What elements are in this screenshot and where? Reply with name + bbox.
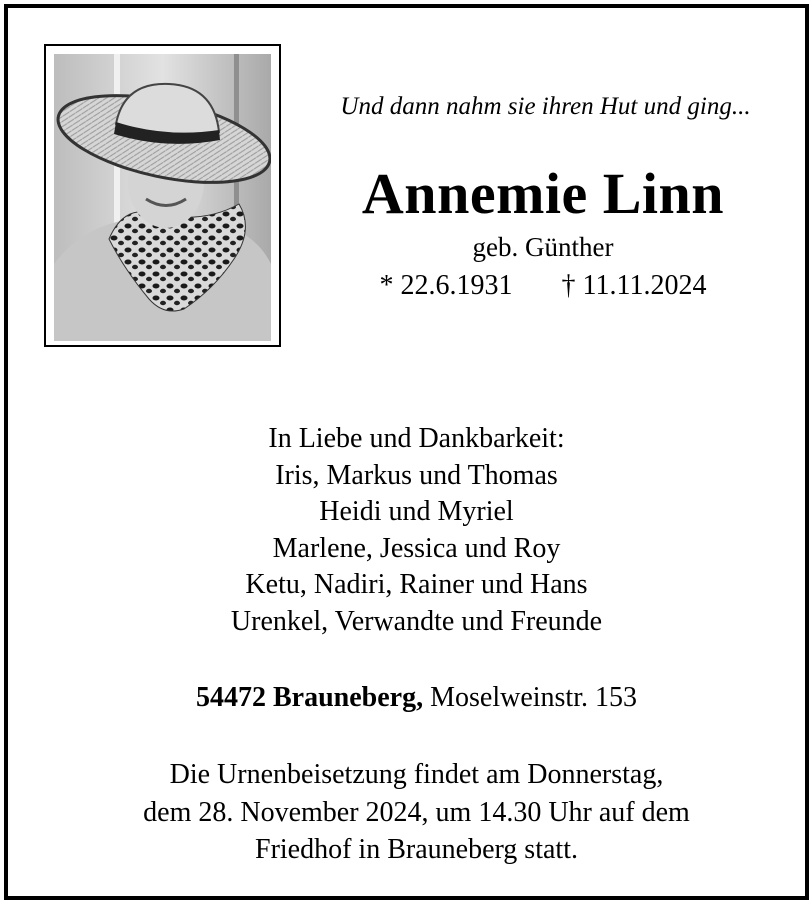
mourners-block — [68, 421, 765, 641]
address-city: 54472 Brauneberg, — [196, 682, 424, 713]
mourner-line: Heidi und Myriel — [319, 496, 514, 528]
obituary-card — [4, 4, 809, 900]
mourner-line: Urenkel, Verwandte und Freunde — [230, 605, 603, 637]
ceremony-notice — [48, 756, 785, 869]
ceremony-line: Die Urnenbeisetzung findet am Donnerstag, — [169, 759, 664, 790]
address — [68, 682, 765, 714]
portrait-illustration — [54, 54, 271, 341]
life-dates — [338, 270, 748, 302]
portrait-photo — [54, 54, 271, 341]
ceremony-line: Friedhof in Brauneberg statt. — [255, 834, 578, 865]
ceremony-line: dem 28. November 2024, um 14.30 Uhr auf dem — [143, 796, 690, 828]
mourner-line: Marlene, Jessica und Roy — [272, 532, 561, 564]
motto-quote: Und dann nahm sie ihren Hut und ging... — [340, 93, 751, 120]
birth-date: * 22.6.1931 — [379, 270, 513, 301]
death-date: † 11.11.2024 — [561, 270, 707, 301]
deceased-name: Annemie Linn — [361, 161, 725, 226]
address-street: Moselweinstr. 153 — [430, 682, 637, 713]
maiden-name: geb. Günther — [472, 232, 614, 262]
photo-frame — [44, 44, 281, 347]
mourners-heading: In Liebe und Dankbarkeit: — [268, 423, 565, 454]
mourner-line: Ketu, Nadiri, Rainer und Hans — [245, 569, 588, 601]
mourner-line: Iris, Markus und Thomas — [275, 459, 558, 491]
